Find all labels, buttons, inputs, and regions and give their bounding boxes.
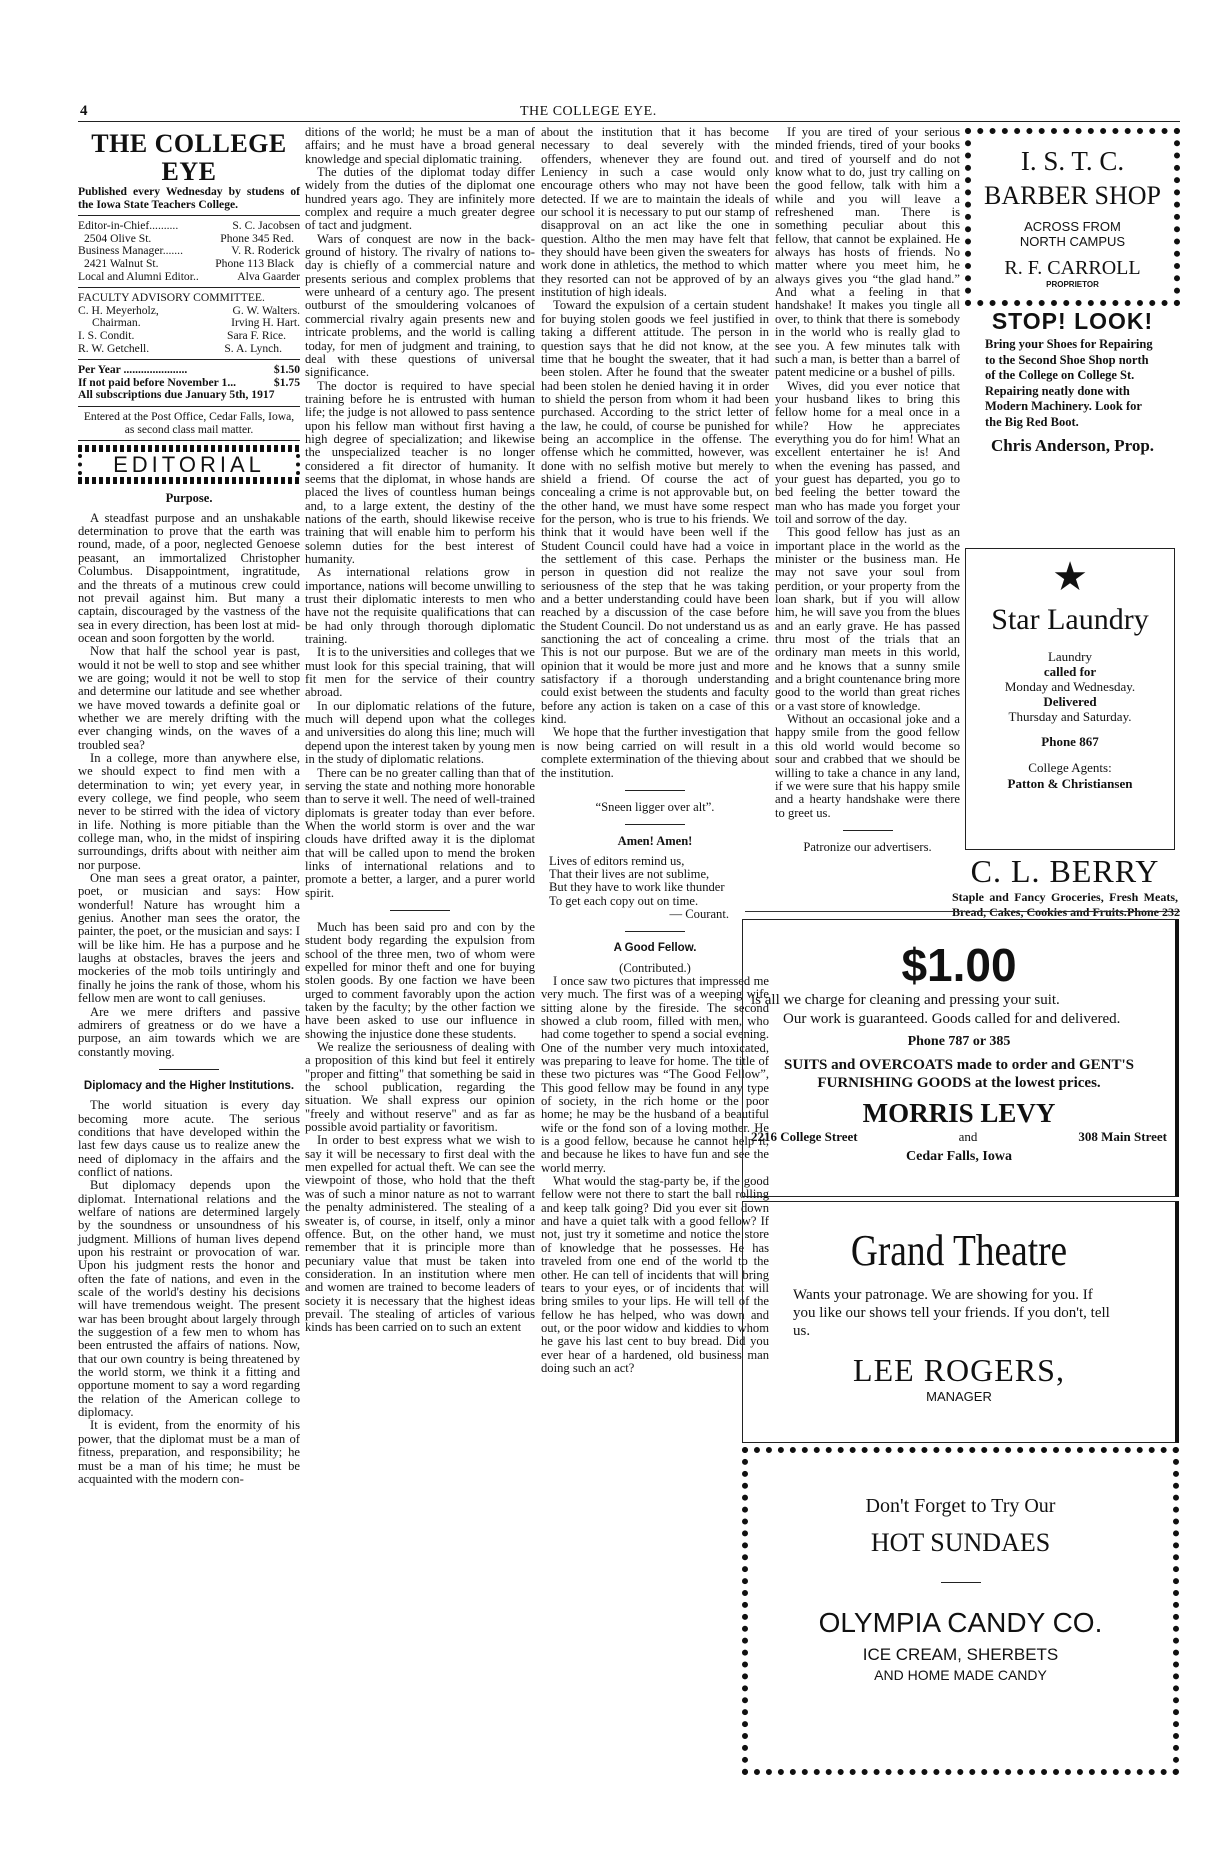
divider xyxy=(78,440,300,441)
page-number: 4 xyxy=(80,103,88,119)
ad-manager: LEE ROGERS, xyxy=(853,1352,1065,1388)
star-border xyxy=(78,477,300,484)
paragraph: Now that half the school year is past, would it not be well to stop and see whither we are going; would it not be well to stop and determine our latitude and see whether we have moved towards a definite goal or whether we are merely drifting with the ever changing winds, on the waves of a troubled sea? xyxy=(78,644,300,752)
ad-cl-berry xyxy=(950,853,1180,920)
divider xyxy=(78,287,300,288)
ad-phone: Phone 867 xyxy=(1041,734,1099,749)
committee-member: G. W. Walters. xyxy=(232,303,300,317)
star-border xyxy=(78,445,300,452)
column-2 xyxy=(305,126,535,1335)
ad-line: NORTH CAMPUS xyxy=(1019,234,1126,249)
paragraph: We realize the seriousness of dealing with a proposition of this kind but feel it entirely "proper and fitting" that something be said in the school publication, regarding the situation. We shall express our opinion "freely and without reserve" and as far as possible avoid partiality or favoritism. xyxy=(305,1040,535,1135)
entered-notice: Entered at the Post Office, Cedar Falls, Iowa, as second class mail matter. xyxy=(83,409,295,436)
ad-body: Staple and Fancy Groceries, Fresh Meats, Bread, Cakes, Cookies and Fruits. xyxy=(952,890,1178,919)
paragraph: If you are tired of your serious minded friends, tired of your books and tired of yourself and do not know what to do, just try calling on the good fellow, talk with him a while and you will leave a refreshened man. There is something peculiar about this fellow, that cannot be explained. He always has hosts of friends. No matter where you meet him, he always gives you “the glad hand.” And what a feeling in that handshake! It makes you tingle all over, to think that there is somebody in the world who is really glad to see you. A few minutes talk with such a man, is better than a barrel of patent medicine or a bushel of pills. xyxy=(775,125,960,380)
ad-owner: Chris Anderson, Prop. xyxy=(990,436,1155,455)
paragraph: The duties of the diplomat today differ widely from the duties of the diplomat one hundred years ago. They are infinitely more complex and require a much greater degree of tact and judgment. xyxy=(305,165,535,233)
ad-morris-levy xyxy=(742,919,1179,1197)
ad-line: ACROSS FROM xyxy=(1024,219,1121,234)
masthead-published: Published every Wednesday by studens of the Iowa State Teachers College. xyxy=(78,185,300,211)
ad-barber-shop xyxy=(965,128,1180,306)
staff-role: 2421 Walnut St. xyxy=(84,256,159,270)
rate-label: Per Year ...................... xyxy=(78,363,188,377)
committee-title: FACULTY ADVISORY COMMITTEE. xyxy=(78,291,265,305)
divider xyxy=(745,911,1180,912)
paragraph: Wives, did you ever notice that your husband likes to bring this fellow home for a meal once in a while? How he appreciates everything you do for him! What an excellent entertainer he is! And when the evening has passed, and your guest has departed, you go to bed feeling the better toward the man who has made you forget your toil and sorrow of the day. xyxy=(775,378,960,526)
ad-address: 308 Main Street xyxy=(1078,1129,1167,1144)
divider xyxy=(941,1582,981,1583)
ad-city: Cedar Falls, Iowa xyxy=(906,1149,1012,1164)
staff-list xyxy=(78,220,300,283)
poem-line: Lives of editors remind us, xyxy=(549,853,685,868)
paragraph: Toward the expulsion of a certain student for buying stolen goods we feel justified in taking a different attitude. The person in question says that he did not know, at the time that he bought the sweater, that it had been stolen. After he found that the sweater had been stolen he denied having it in order to shield the person from whom it had been purchased. According to the strict letter of the law, he could, of course be punished for being an accomplice in the offense. The offense which he committed, however, was done with no selfish motive but merely to shield a friend. Of course the act of concealing a crime is not approvable but, on the other hand, we must have some respect for the person, who is true to his friends. We think that it would have been well if the Student Council could have had a voice in the settlement of this case. Perhaps the person in question did not realize the seriousness of the step that he was taking and a better understanding could have been reached by a discussion of the case before the Student Council. Do not understand us as sanctioning the act of concealing a crime. This is not our purpose. But we are of the opinion that it would be more just and more satisfactory if a thorough understanding could exist between the students and faculty before any action is taken on a case of this kind. xyxy=(541,298,769,727)
ad-name: Grand Theatre xyxy=(850,1226,1068,1275)
ad-name: C. L. BERRY xyxy=(970,853,1160,889)
committee xyxy=(78,292,300,355)
poem-line: To get each copy out on time. xyxy=(549,893,699,908)
paragraph: Much has been said pro and con by the student body regarding the expulsion from school of the three men, two of whom were expelled for minor theft and one for buying stolen goods. By one faction we have been urged to comment favorably upon the action taken by the faculty; by the other faction we have been asked to use our influence in showing the injustice done these students. xyxy=(305,919,535,1041)
patronize-notice: Patronize our advertisers. xyxy=(803,839,932,854)
ad-line: called for xyxy=(1043,664,1097,679)
committee-member: S. A. Lynch. xyxy=(224,341,282,355)
paragraph: Wars of conquest are now in the back-ground of history. The rivalry of nations to-day is chiefly of a commercial nature and presents serious and complex problems that were unheard of a century ago. The present outburst of the smouldering volcanoes of commercial rivalry again presents new and intricate problems, and the world is calling today, for men of judgment and training, to deal with these questions of universal significance. xyxy=(305,231,535,380)
star-icon: ★ xyxy=(1052,554,1088,599)
ad-line: Don't Forget to Try Our xyxy=(865,1495,1056,1517)
divider xyxy=(843,830,893,831)
ad-line: Our work is guaranteed. Goods called for and delivered. xyxy=(783,1011,1121,1027)
ad-price: $1.00 xyxy=(901,939,1017,991)
staff-name: S. C. Jacobsen xyxy=(232,219,300,233)
rate-label: If not paid before November 1... xyxy=(78,375,237,389)
paragraph: We hope that the further investigation that is now being carried on will result in a complete extermination of the thieving about the institution. xyxy=(541,725,769,780)
paragraph: There can be no greater calling than that of serving the state and nothing more honorable than to serve it well. The need of well-trained diplomats is greater today than ever before. When the world storm is over and the war clouds have drifted away it is the diplomat that will be called upon to mend the broken links of international relations and to promote a better, a larger, and a purer world spirit. xyxy=(305,765,535,900)
ad-line: I. S. T. C. xyxy=(1020,146,1125,176)
ad-shoe-shop xyxy=(965,308,1180,456)
column-3 xyxy=(541,126,769,1375)
committee-member: R. W. Getchell. xyxy=(78,341,150,355)
ad-phone: Phone 787 or 385 xyxy=(907,1034,1011,1049)
column-4 xyxy=(775,126,960,854)
staff-name: Phone 113 Black xyxy=(215,256,294,270)
ad-line: AND HOME MADE CANDY xyxy=(874,1667,1047,1683)
paragraph: As international relations grow in importance, nations will become unwilling to trust their diplomatic interests to men who have not the requisite qualifications that can be had only through thorough diplomatic training. xyxy=(305,565,535,647)
rate-value: $1.75 xyxy=(273,375,300,389)
paragraph: In our diplomatic relations of the future, much will depend upon what the colleges and universities do along this line; much will depend upon the interest taken by young men in the study of diplomatic relations. xyxy=(305,698,535,767)
rate-value: $1.50 xyxy=(273,363,300,377)
committee-member: C. H. Meyerholz, xyxy=(78,303,159,317)
column-1 xyxy=(78,126,300,1486)
ad-line: is all we charge for cleaning and pressing your suit. xyxy=(751,992,1060,1008)
ad-headline: STOP! LOOK! xyxy=(991,308,1154,334)
divider xyxy=(78,406,300,407)
committee-member: Sara F. Rice. xyxy=(227,328,286,342)
staff-role: 2504 Olive St. xyxy=(84,231,152,245)
paragraph: What would the stag-party be, if the good fellow were not there to start the ball rolling and keep talk going? Did you ever sit down and have a quiet talk with a good fellow? If not, just try it sometime and notice the store of knowledge that he possesses. He has traveled from one end of the world to the other. He can tell of incidents that will bring tears to your eyes, or of incidents that will bring smiles to your lips. He will tell of the fellow he has helped, who was down and out, or the poor widow and kiddies to whom he gave his last cent to buy bread. Did you ever hear of a hardened, old business man doing such an act? xyxy=(541,1174,769,1375)
header-rule xyxy=(78,121,1180,122)
ad-line: HOT SUNDAES xyxy=(870,1528,1051,1557)
paragraph: I once saw two pictures that impressed me very much. The first was of a weeping wife sitting alone by the fireside. The second showed a club room, filled with men, who had come together to spend a social evening. One of the number very much intoxicated, was preparing to leave for home. The title of these two pictures was “The Good Fellow”, This good fellow may be found in any type of society, in the rich home or the poor home; he may be the husband of a beautiful wife or the fond son of a loving mother. He is a good fellow, because he cannot help it, and because he likes to have fun and see the world merry. xyxy=(541,973,769,1175)
ad-olympia-candy xyxy=(742,1447,1179,1775)
paragraph: about the institution that it has become necessary to deal severely with the offenders, whenever they are found out. Leniency in such a case would only encourage others who may not have been detected. If we are to maintain the ideals of our school it is necessary to put our stamp of disapproval on an act like the one in question. Altho the men may have felt that they should have been given the sweaters for work done in athletics, the method to which they resorted can not be approved of by an institution of high ideals. xyxy=(541,125,769,300)
running-title: THE COLLEGE EYE. xyxy=(520,104,657,119)
divider xyxy=(390,910,450,911)
paragraph: But diplomacy depends upon the diplomat. International relations and the welfare of nations are determined largely by the soundness or unsoundness of his judgment. Millions of human lives depend upon his restraint or provocation of war. Upon his judgment rests the honor and often the fate of nations, and even in the scale of the world's destiny his decisions will have tremendous weight. The present war has been brought about largely through the suggestion of a few men to whom has been entrusted the affairs of nations. Now, that our own country is being threatened by the world storm, we think it a fitting and opportune moment to say a word regarding the relation of the American college to diplomacy. xyxy=(78,1178,300,1420)
paragraph: In order to best express what we wish to say it will be necessary to first deal with the men expelled for actual theft. We can see the viewpoint of those, who hold that the theft was of such a minor nature as not to warrant the penalty administered. The stealing of a sweater is, of course, in itself, only a minor offence. But, on the other hand, we must remember that it is principle more than pecuniary value that must be taken into consideration. In an institution where men and women are trained to become leaders of society it is necessary that the highest ideas prevail. The stealing of articles of various kinds has been carried on to such an extent xyxy=(305,1133,535,1335)
article-title: Diplomacy and the Higher Institutions. xyxy=(83,1079,295,1092)
ad-owner: R. F. CARROLL xyxy=(1004,257,1141,279)
paragraph: The doctor is required to have special training before he is entrusted with human life; the judge is not allowed to pass sentence upon his fellow man without first having a high degree of specialization; and likewise the unspecialized teacher is no longer considered a fit director of humanity. It seems that the diplomat, in whose hands are placed the lives of countless human beings and, to a large extent, the destiny of the nations of the earth, should likewise receive training that will enable him to perform his solemn duties for the best interest of humanity. xyxy=(305,378,535,566)
poem-credit: — Courant. xyxy=(669,906,729,921)
article-subtitle: (Contributed.) xyxy=(619,960,691,975)
paragraph: One man sees a great orator, a painter, poet, or musician and says: How wonderful! Nature has wrought him a genius. Another man sees the orator, the painter, the poet, or the musician and says: I will be like him. He has a purpose and he laughs at obstacles, braves the jeers and mockeries of the mob toils untiringly and finally he joins the rank of those, whom his fellow men are wont to call geniuses. xyxy=(78,871,300,1006)
ad-line: and xyxy=(958,1129,978,1144)
ad-line: Delivered xyxy=(1043,694,1097,709)
ad-line: Thursday and Saturday. xyxy=(1008,709,1132,724)
divider xyxy=(625,824,685,825)
staff-name: Phone 345 Red. xyxy=(220,231,294,245)
ad-line: MANAGER xyxy=(926,1389,992,1404)
ad-line: BARBER SHOP xyxy=(984,181,1161,210)
paragraph: Are we mere drifters and passive admirers of greatness or do we have a purpose, an aim towards which we are constantly moving. xyxy=(78,1004,300,1059)
ad-grand-theatre xyxy=(742,1201,1179,1443)
divider xyxy=(625,931,685,932)
staff-role: Business Manager....... xyxy=(78,244,183,258)
ad-line: Laundry xyxy=(1047,649,1093,664)
editorial-banner: EDITORIAL xyxy=(78,454,300,475)
poem-line: That their lives are not sublime, xyxy=(549,866,710,881)
ad-star-laundry xyxy=(965,548,1175,850)
masthead-title: THE COLLEGE EYE xyxy=(91,129,287,186)
divider xyxy=(78,215,300,216)
staff-name: V. R. Roderick xyxy=(231,244,300,258)
paragraph: It is evident, from the enormity of his power, that the diplomat must be a man of fitness, preparation, and responsibility; he must be a man of his time; he must be acquainted with the modern con- xyxy=(78,1418,300,1486)
paragraph: A steadfast purpose and an unshakable determination to prove that the earth was round, made, of a poor, neglected Genoese peasant, an immortalized Christopher Columbus. Disappointment, ingratitude, and the threats of a mutinous crew could not prevail against him. But many a captain, discouraged by the vastness of the sea in every direction, has been lost at mid-ocean and soon forgotten by the world. xyxy=(78,510,300,645)
committee-member: Chairman. xyxy=(92,316,141,330)
paragraph: It is to the universities and colleges that we must look for this special training, that will fit men for the service of their country abroad. xyxy=(305,645,535,700)
ad-line: PROPRIETOR xyxy=(1046,280,1099,289)
paragraph: The world situation is every day becoming more acute. The serious conditions that have developed within the last few days cause us to realize anew the need of diplomacy in the affairs and the conflict of nations. xyxy=(78,1098,300,1179)
ad-name: Star Laundry xyxy=(991,603,1149,636)
rate-label: All subscriptions due January 5th, 1917 xyxy=(78,388,275,402)
rates xyxy=(78,364,300,402)
poem-line: But they have to work like thunder xyxy=(549,880,725,895)
ad-body: Bring your Shoes for Repairing to the Second Shoe Shop north of the College on College St. Repairing neatly done with Modern Machinery. Look for the Big Red Boot. xyxy=(985,337,1153,429)
divider xyxy=(625,790,685,791)
ad-line: SUITS and OVERCOATS made to order and GENT'S FURNISHING GOODS at the lowest prices. xyxy=(784,1057,1134,1091)
article-title: A Good Fellow. xyxy=(613,942,697,955)
poem-title: Amen! Amen! xyxy=(617,834,693,849)
ad-address: 2216 College Street xyxy=(751,1129,858,1144)
paragraph: Without an occasional joke and a happy smile from the good fellow this old world would become so sour and crabbed that we should be willing to take a chance in any land, if we were sure that his happy smile and a hearty handshake were there to greet us. xyxy=(775,712,960,820)
committee-member: I. S. Condit. xyxy=(78,328,135,342)
committee-member: Irving H. Hart. xyxy=(231,316,300,330)
ad-name: MORRIS LEVY xyxy=(862,1098,1056,1128)
sneen-quote: “Sneen ligger over alt”. xyxy=(595,799,715,814)
ad-name: OLYMPIA CANDY CO. xyxy=(818,1607,1103,1638)
ad-line: Patton & Christiansen xyxy=(1007,776,1133,791)
paragraph: ditions of the world; he must be a man of affairs; and he must have a broad general knowledge and special diplomatic training. xyxy=(305,125,535,166)
ad-line: College Agents: xyxy=(1028,760,1112,775)
divider xyxy=(78,359,300,360)
divider xyxy=(159,1069,219,1070)
staff-name: Alva Gaarder xyxy=(237,269,300,283)
ad-phone: Phone 232 xyxy=(1126,905,1180,919)
staff-role: Editor-in-Chief.......... xyxy=(78,219,179,233)
article-title: Purpose. xyxy=(165,491,213,506)
staff-role: Local and Alumni Editor.. xyxy=(78,269,199,283)
ad-body: Wants your patronage. We are showing for you. If you like our shows tell your friends. If you don't, tell us. xyxy=(793,1287,1110,1339)
ad-line: ICE CREAM, SHERBETS xyxy=(862,1645,1059,1664)
paragraph: This good fellow has just as an important place in the world as the minister or the business man. He may not save your soul from perdition, or your property from the loan shark, but if you will allow him, he will save you from the blues and an early grave. He has passed thru most of the trials that an ordinary man meets in this world, and he knows that a sunny smile and a bright countenance bring more good to the world than great riches or a vast store of knowledge. xyxy=(775,525,960,713)
ad-line: Monday and Wednesday. xyxy=(1004,679,1136,694)
paragraph: In a college, more than anywhere else, we should expect to find men with a determination to win; yet every year, in every college, we find people, who seem never to be stirred with the idea of victory in life. Nothing is more pitiable than the college man, who, in the midst of inspiring surroundings, drifts about with neither aim nor purpose. xyxy=(78,750,300,872)
